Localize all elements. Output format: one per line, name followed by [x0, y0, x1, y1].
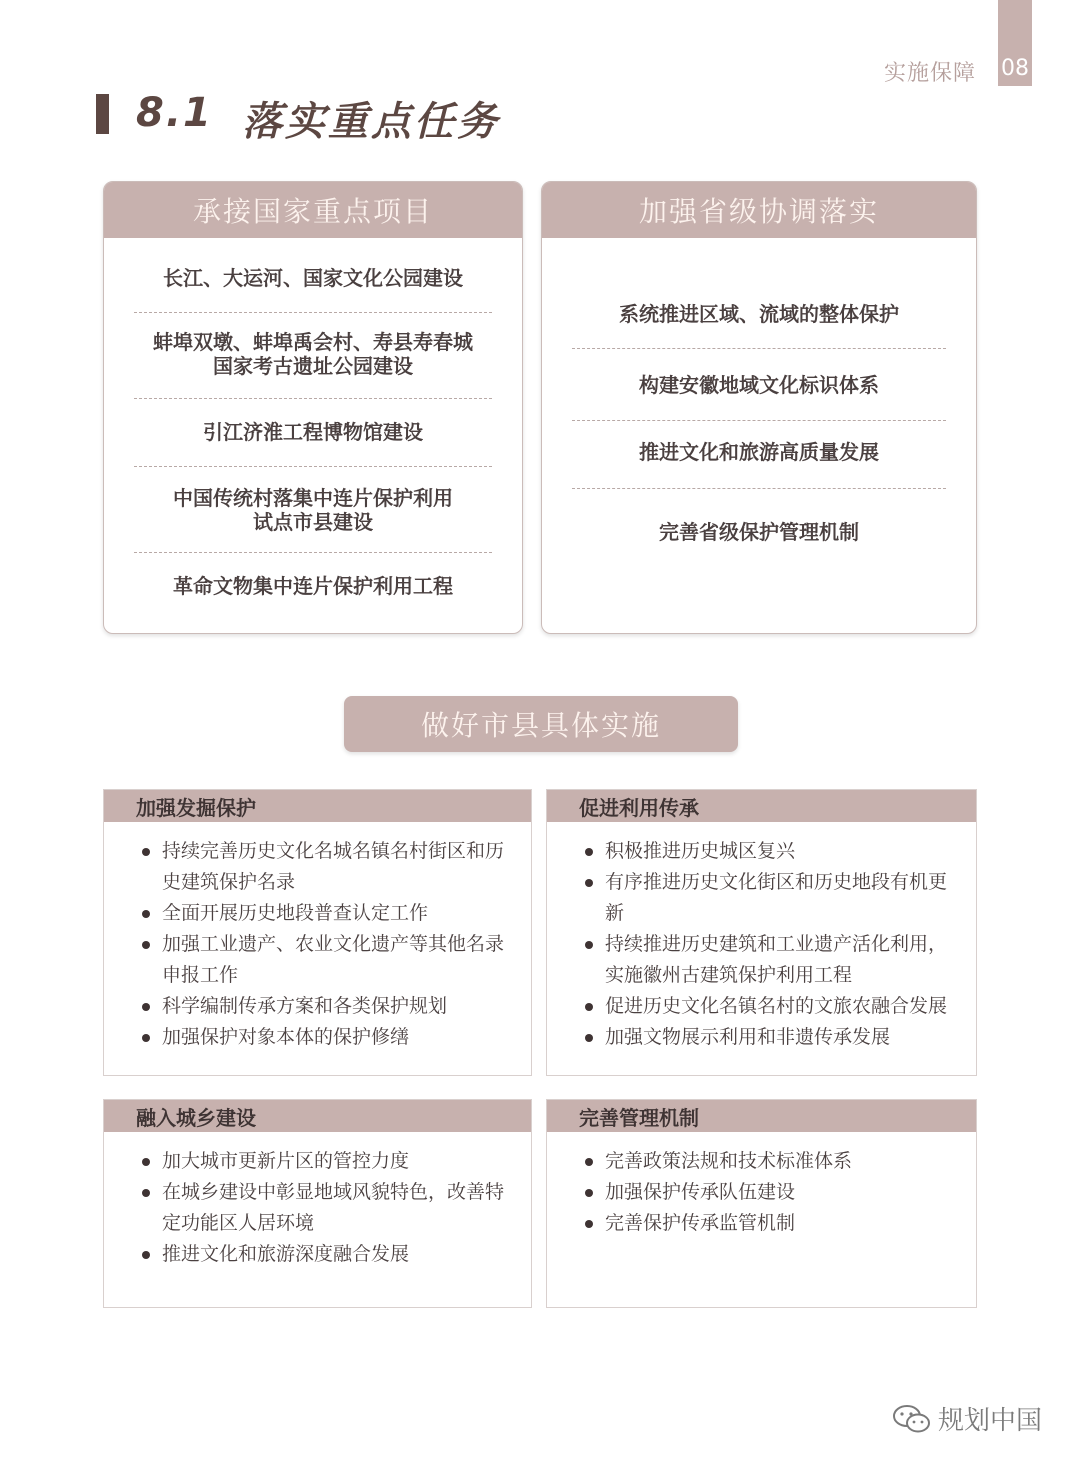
divider — [134, 552, 492, 553]
card-item-line: 蚌埠双墩、蚌埠禹会村、寿县寿春城 — [153, 330, 473, 354]
page-number: 08 — [1001, 56, 1029, 81]
card-item-line: 试点市县建设 — [253, 510, 373, 534]
section-label: 实施保障 — [884, 61, 977, 86]
divider — [572, 420, 946, 421]
divider — [572, 348, 946, 349]
list-item: 推进文化和旅游深度融合发展 — [142, 1239, 515, 1270]
card-item — [134, 486, 492, 534]
box-heading: 促进利用传承 — [547, 790, 976, 822]
card-item: 完善省级保护管理机制 — [659, 520, 859, 544]
list-item: 科学编制传承方案和各类保护规划 — [142, 991, 515, 1022]
divider — [134, 398, 492, 399]
wechat-icon — [892, 1404, 932, 1434]
list-item: 持续推进历史建筑和工业遗产活化利用，实施徽州古建筑保护利用工程 — [585, 929, 960, 991]
divider — [134, 312, 492, 313]
divider — [572, 488, 946, 489]
list-item: 加强工业遗产、农业文化遗产等其他名录申报工作 — [142, 929, 515, 991]
list-item: 加强保护传承队伍建设 — [585, 1177, 960, 1208]
card-item-line: 中国传统村落集中连片保护利用 — [173, 486, 453, 510]
card-provincial-coordination — [541, 181, 977, 634]
card-item: 推进文化和旅游高质量发展 — [639, 440, 879, 464]
box-heading: 完善管理机制 — [547, 1100, 976, 1132]
box-urban-rural-construction — [103, 1099, 532, 1308]
card-item — [134, 330, 492, 378]
watermark-text: 规划中国 — [938, 1406, 1043, 1436]
bullet-list — [104, 822, 531, 1053]
card-national-heading: 承接国家重点项目 — [104, 182, 522, 238]
bullet-list — [104, 1132, 531, 1270]
list-item: 在城乡建设中彰显地域风貌特色，改善特定功能区人居环境 — [142, 1177, 515, 1239]
card-national-projects — [103, 181, 523, 634]
list-item: 促进历史文化名镇名村的文旅农融合发展 — [585, 991, 960, 1022]
card-provincial-heading: 加强省级协调落实 — [542, 182, 976, 238]
box-heading: 加强发掘保护 — [104, 790, 531, 822]
card-item: 革命文物集中连片保护利用工程 — [173, 574, 453, 598]
list-item: 完善保护传承监管机制 — [585, 1208, 960, 1239]
list-item: 持续完善历史文化名城名镇名村街区和历史建筑保护名录 — [142, 836, 515, 898]
list-item: 加强保护对象本体的保护修缮 — [142, 1022, 515, 1053]
card-item: 系统推进区域、流域的整体保护 — [619, 302, 899, 326]
card-item: 长江、大运河、国家文化公园建设 — [163, 266, 463, 290]
list-item: 全面开展历史地段普查认定工作 — [142, 898, 515, 929]
bullet-list — [547, 822, 976, 1053]
list-item: 完善政策法规和技术标准体系 — [585, 1146, 960, 1177]
list-item: 积极推进历史城区复兴 — [585, 836, 960, 867]
box-excavation-protection — [103, 789, 532, 1076]
divider — [134, 466, 492, 467]
bullet-list — [547, 1132, 976, 1239]
card-item: 引江济淮工程博物馆建设 — [203, 420, 423, 444]
section-number: 8.1 — [136, 90, 213, 136]
list-item: 有序推进历史文化街区和历史地段有机更新 — [585, 867, 960, 929]
list-item: 加强文物展示利用和非遗传承发展 — [585, 1022, 960, 1053]
card-item: 构建安徽地域文化标识体系 — [639, 373, 879, 397]
box-heading: 融入城乡建设 — [104, 1100, 531, 1132]
watermark — [892, 1400, 1042, 1437]
title-accent-bar — [96, 94, 109, 134]
box-management-mechanism — [546, 1099, 977, 1308]
page-title: 落实重点任务 — [242, 99, 500, 145]
card-item-line: 国家考古遗址公园建设 — [213, 354, 413, 378]
list-item: 加大城市更新片区的管控力度 — [142, 1146, 515, 1177]
box-utilization-inheritance — [546, 789, 977, 1076]
city-county-heading: 做好市县具体实施 — [344, 696, 738, 752]
